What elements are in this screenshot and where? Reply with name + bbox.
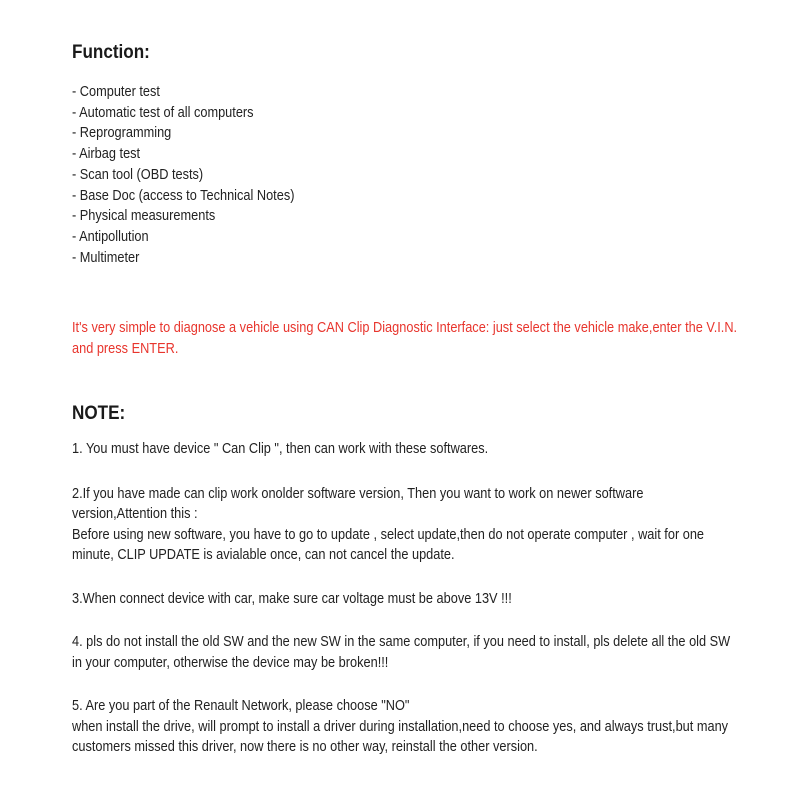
note-1-line: 1. You must have device " Can Clip ", then can work with these softwares.: [72, 441, 489, 458]
intro-line-2: and press ENTER.: [72, 340, 179, 357]
intro-paragraph: [72, 318, 772, 359]
function-item-scan-tool: - Scan tool (OBD tests): [72, 166, 204, 183]
note-1: [72, 439, 772, 460]
note-5-line-1: 5. Are you part of the Renault Network, please choose "NO": [72, 698, 410, 715]
note-2: [72, 484, 772, 566]
function-item-automatic-test: - Automatic test of all computers: [72, 104, 254, 121]
function-item-base-doc: - Base Doc (access to Technical Notes): [72, 187, 295, 204]
function-item-physical-measurements: - Physical measurements: [72, 208, 216, 225]
function-list: [72, 82, 772, 268]
note-2-line-1: 2.If you have made can clip work onolder software version, Then you want to work on newer software: [72, 485, 644, 502]
note-4: [72, 632, 772, 673]
function-heading: Function:: [72, 42, 150, 63]
function-item-reprogramming: - Reprogramming: [72, 125, 172, 142]
intro-line-1: It's very simple to diagnose a vehicle using CAN Clip Diagnostic Interface: just select the vehicle make,enter the V.I.N.: [72, 320, 738, 337]
function-item-antipollution: - Antipollution: [72, 228, 149, 245]
function-item-computer-test: - Computer test: [72, 84, 160, 100]
note-heading: NOTE:: [72, 403, 126, 425]
note-5-line-2: when install the drive, will prompt to install a driver during installation,need to choose yes, and always trust,but many: [72, 718, 729, 735]
function-item-airbag-test: - Airbag test: [72, 146, 141, 163]
note-3: [72, 589, 772, 610]
note-4-line-1: 4. pls do not install the old SW and the new SW in the same computer, if you need to install, pls delete all the old SW: [72, 634, 731, 651]
note-5: [72, 696, 772, 758]
note-5-line-3: customers missed this driver, now there is no other way, reinstall the other version.: [72, 739, 538, 756]
document-page: [72, 40, 772, 758]
note-2-line-3: Before using new software, you have to go to update , select update,then do not operate computer , wait for one: [72, 526, 705, 543]
function-item-multimeter: - Multimeter: [72, 249, 140, 266]
note-4-line-2: in your computer, otherwise the device may be broken!!!: [72, 654, 389, 671]
note-2-line-2: version,Attention this :: [72, 506, 198, 523]
note-3-line: 3.When connect device with car, make sure car voltage must be above 13V !!!: [72, 590, 512, 607]
note-2-line-4: minute, CLIP UPDATE is avialable once, can not cancel the update.: [72, 547, 455, 564]
